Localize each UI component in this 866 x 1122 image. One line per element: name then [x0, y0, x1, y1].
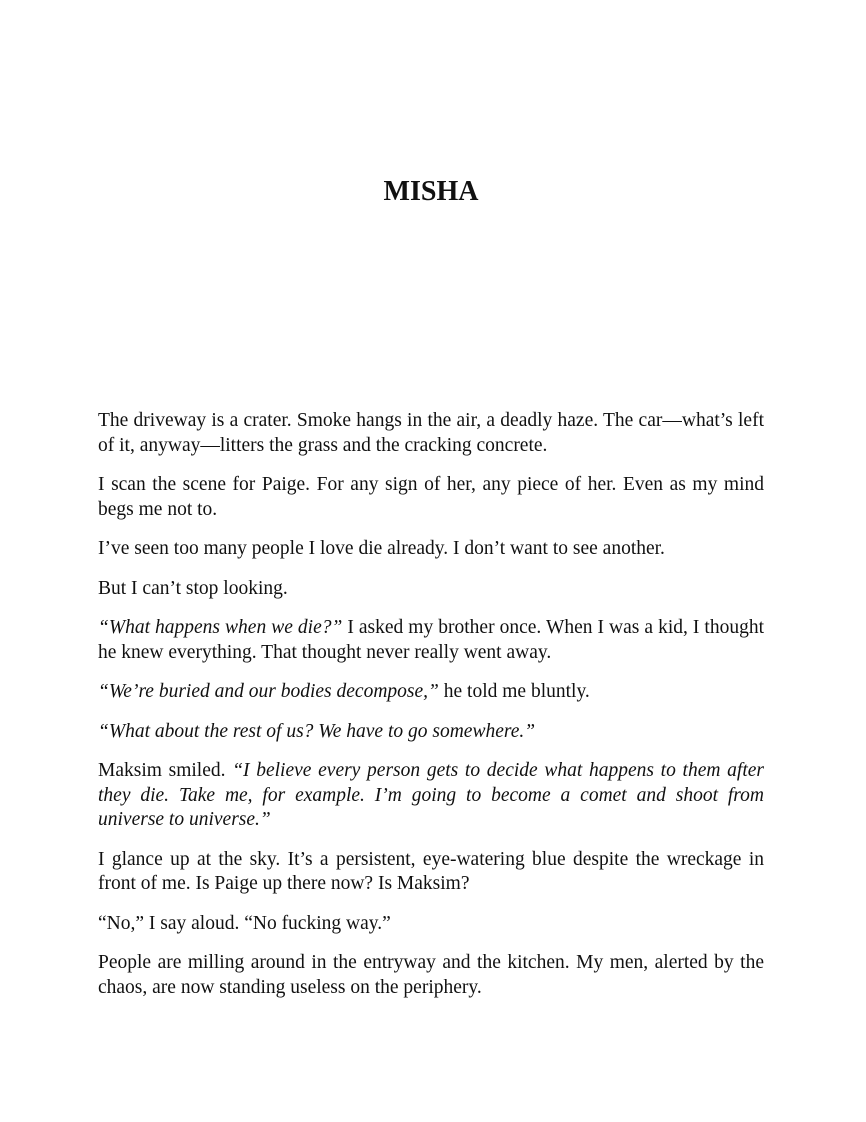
- narration: Maksim smiled.: [98, 760, 233, 781]
- dialogue-italic: “What about the rest of us? We have to go somewhere.”: [98, 720, 536, 742]
- paragraph-8: [98, 759, 764, 833]
- paragraph-2: I scan the scene for Paige. For any sign of her, any piece of her. Even as my mind begs me not to.: [98, 474, 764, 520]
- paragraph-7: [98, 720, 764, 745]
- paragraph-1: The driveway is a crater. Smoke hangs in the air, a deadly haze. The car—what’s left of it, anyway—litters the grass and the cracking concrete.: [98, 410, 764, 456]
- narration: I asked my brother once. When I was a kid, I thought he knew everything. That thought never really went away.: [98, 617, 764, 663]
- paragraph-6: [98, 680, 764, 705]
- chapter-title: MISHA: [383, 176, 479, 207]
- chapter-body: [98, 409, 764, 1015]
- dialogue-italic: “I believe every person gets to decide what happens to them after they die. Take me, for example. I’m going to become a comet and shoot from universe to universe.”: [98, 760, 764, 830]
- paragraph-4: But I can’t stop looking.: [98, 577, 288, 599]
- dialogue-italic: “We’re buried and our bodies decompose,”: [98, 681, 439, 702]
- paragraph-9: I glance up at the sky. It’s a persistent, eye-watering blue despite the wreckage in front of me. Is Paige up there now? Is Maksim?: [98, 848, 764, 894]
- paragraph-10: “No,” I say aloud. “No fucking way.”: [98, 912, 391, 934]
- paragraph-3: I’ve seen too many people I love die already. I don’t want to see another.: [98, 538, 665, 559]
- paragraph-11: People are milling around in the entryway and the kitchen. My men, alerted by the chaos, are now standing useless on the periphery.: [98, 952, 764, 998]
- paragraph-5: [98, 616, 764, 665]
- narration: he told me bluntly.: [438, 681, 590, 702]
- dialogue-italic: “What happens when we die?”: [98, 617, 343, 638]
